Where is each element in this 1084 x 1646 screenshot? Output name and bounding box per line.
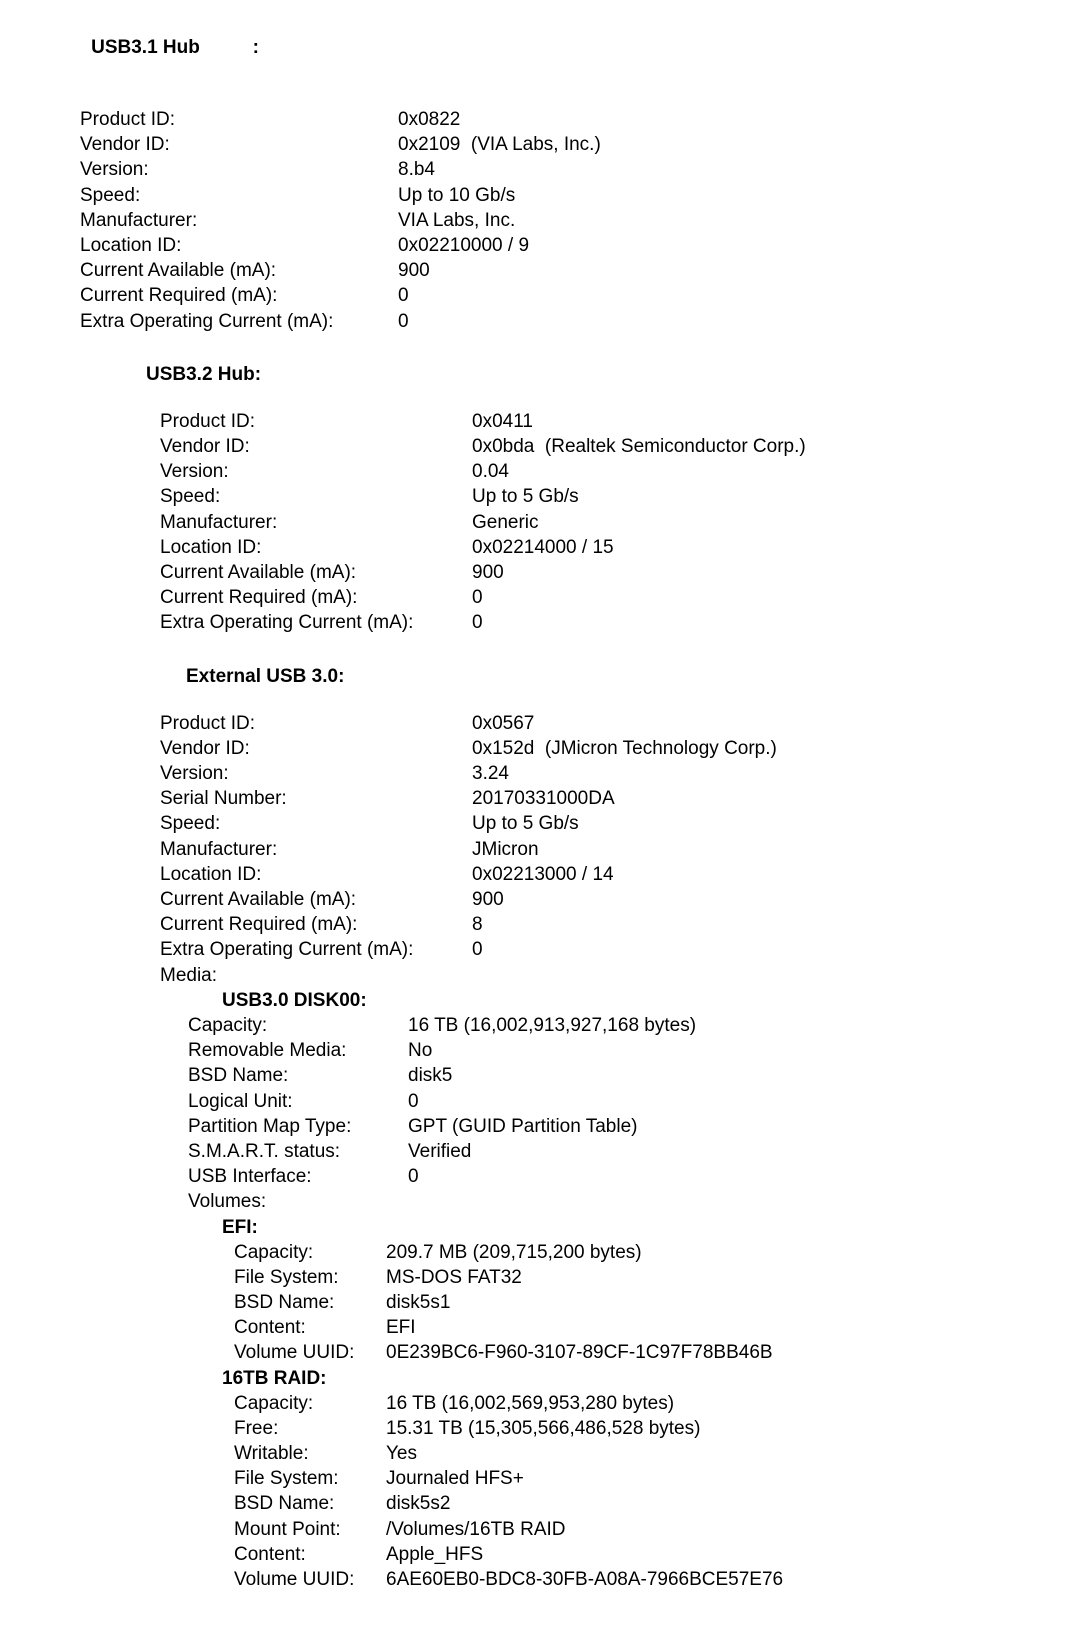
property-key: Current Available (mA): bbox=[80, 260, 277, 282]
property-value: EFI bbox=[386, 1317, 416, 1339]
property-value: 8.b4 bbox=[398, 159, 435, 181]
property-key: BSD Name: bbox=[234, 1291, 335, 1313]
property-key: Content: bbox=[234, 1317, 306, 1339]
property-value: disk5s1 bbox=[386, 1291, 451, 1313]
property-key: Speed: bbox=[160, 486, 221, 508]
property-value: Generic bbox=[472, 511, 539, 533]
property-row bbox=[160, 837, 1084, 862]
section-heading-volume-16tb-raid[interactable]: 16TB RAID: bbox=[222, 1367, 327, 1389]
property-value: disk5 bbox=[408, 1065, 453, 1087]
property-value: JMicron bbox=[472, 838, 539, 860]
property-key: Volume UUID: bbox=[234, 1568, 355, 1590]
property-row bbox=[234, 1491, 1084, 1516]
property-row bbox=[160, 912, 1084, 937]
property-key: Logical Unit: bbox=[188, 1090, 293, 1112]
property-row bbox=[160, 459, 1084, 484]
section-heading-external-usb30[interactable]: External USB 3.0: bbox=[186, 665, 345, 687]
property-value: 0x2109 (VIA Labs, Inc.) bbox=[398, 134, 601, 156]
property-key: Volume UUID: bbox=[234, 1342, 355, 1364]
property-key: Speed: bbox=[80, 184, 141, 206]
property-key: Extra Operating Current (mA): bbox=[160, 939, 414, 961]
property-value: 6AE60EB0-BDC8-30FB-A08A-7966BCE57E76 bbox=[386, 1568, 784, 1590]
property-key: Vendor ID: bbox=[160, 436, 250, 458]
property-row bbox=[160, 711, 1084, 736]
property-value: 900 bbox=[472, 562, 504, 584]
property-row bbox=[160, 484, 1084, 509]
property-row bbox=[80, 157, 1084, 182]
section-heading-volume-efi[interactable]: EFI: bbox=[222, 1216, 258, 1238]
property-row bbox=[234, 1416, 1084, 1441]
volumes-label: Volumes: bbox=[188, 1191, 267, 1213]
property-value: 0E239BC6-F960-3107-89CF-1C97F78BB46B bbox=[386, 1342, 773, 1364]
property-key: Current Available (mA): bbox=[160, 889, 357, 911]
property-key: Extra Operating Current (mA): bbox=[80, 310, 334, 332]
property-row bbox=[234, 1542, 1084, 1567]
property-key: Product ID: bbox=[80, 109, 176, 130]
property-row bbox=[80, 283, 1084, 308]
property-key: Product ID: bbox=[160, 712, 256, 734]
property-key: Manufacturer: bbox=[160, 838, 278, 860]
spacer bbox=[0, 689, 1084, 711]
property-value: 0x152d (JMicron Technology Corp.) bbox=[472, 737, 777, 759]
property-value: 16 TB (16,002,569,953,280 bytes) bbox=[386, 1392, 675, 1414]
property-value: 0 bbox=[398, 285, 409, 307]
property-row bbox=[80, 208, 1084, 233]
property-row bbox=[234, 1240, 1084, 1265]
property-key: Current Required (mA): bbox=[160, 587, 358, 609]
property-key: BSD Name: bbox=[234, 1493, 335, 1515]
property-row bbox=[188, 1038, 1084, 1063]
property-value: 0 bbox=[408, 1090, 419, 1112]
usb31-hub-properties bbox=[80, 107, 1084, 334]
property-value: 0x0822 bbox=[398, 109, 461, 130]
property-value: VIA Labs, Inc. bbox=[398, 209, 516, 231]
property-key: Content: bbox=[234, 1543, 306, 1565]
property-row bbox=[234, 1290, 1084, 1315]
property-key: Manufacturer: bbox=[80, 209, 198, 231]
property-key: BSD Name: bbox=[188, 1065, 289, 1087]
property-row bbox=[160, 560, 1084, 585]
property-value: 0 bbox=[398, 310, 409, 332]
property-value: 0 bbox=[472, 587, 483, 609]
property-key: Capacity: bbox=[234, 1392, 314, 1414]
property-key: S.M.A.R.T. status: bbox=[188, 1140, 341, 1162]
property-value: 900 bbox=[472, 889, 504, 911]
property-row bbox=[234, 1391, 1084, 1416]
property-key: Vendor ID: bbox=[80, 134, 170, 156]
property-row bbox=[160, 510, 1084, 535]
property-value: 8 bbox=[472, 914, 483, 936]
property-row bbox=[80, 132, 1084, 157]
property-row bbox=[160, 862, 1084, 887]
usb30-disk00-properties bbox=[188, 1013, 1084, 1215]
volume-16tb-raid-properties bbox=[234, 1391, 1084, 1593]
spacer bbox=[0, 85, 1084, 107]
property-value: 3.24 bbox=[472, 763, 509, 785]
property-key: Mount Point: bbox=[234, 1518, 341, 1540]
property-row bbox=[234, 1265, 1084, 1290]
property-value: 0 bbox=[472, 612, 483, 634]
property-value: 0x02214000 / 15 bbox=[472, 536, 614, 558]
property-row bbox=[188, 1114, 1084, 1139]
property-row bbox=[234, 1466, 1084, 1491]
property-value: Yes bbox=[386, 1442, 417, 1464]
property-key: File System: bbox=[234, 1468, 339, 1490]
property-key: File System: bbox=[234, 1266, 339, 1288]
spacer bbox=[0, 636, 1084, 664]
property-row bbox=[188, 1089, 1084, 1114]
property-row bbox=[80, 233, 1084, 258]
property-row bbox=[160, 434, 1084, 459]
section-heading-usb32-hub[interactable]: USB3.2 Hub: bbox=[146, 363, 262, 385]
property-row bbox=[160, 786, 1084, 811]
property-value: 0x0567 bbox=[472, 712, 535, 734]
volumes-label-row bbox=[188, 1189, 1084, 1214]
property-row bbox=[160, 736, 1084, 761]
property-row bbox=[234, 1340, 1084, 1365]
property-row bbox=[80, 107, 1084, 132]
property-row bbox=[80, 183, 1084, 208]
property-key: Speed: bbox=[160, 813, 221, 835]
property-key: Product ID: bbox=[160, 410, 256, 432]
property-value: Journaled HFS+ bbox=[386, 1468, 524, 1490]
property-row bbox=[160, 585, 1084, 610]
property-value: 0 bbox=[472, 939, 483, 961]
property-row bbox=[80, 309, 1084, 334]
property-key: Extra Operating Current (mA): bbox=[160, 612, 414, 634]
property-row bbox=[80, 258, 1084, 283]
section-heading-usb31-hub-label: USB3.1 Hub bbox=[91, 37, 200, 58]
property-value: Up to 5 Gb/s bbox=[472, 813, 579, 835]
property-row bbox=[160, 761, 1084, 786]
property-key: Current Required (mA): bbox=[160, 914, 358, 936]
property-row bbox=[160, 887, 1084, 912]
property-value: disk5s2 bbox=[386, 1493, 451, 1515]
section-heading-usb31-hub[interactable] bbox=[70, 10, 1084, 85]
property-row bbox=[160, 409, 1084, 434]
property-value: 20170331000DA bbox=[472, 788, 615, 810]
property-value: /Volumes/16TB RAID bbox=[386, 1518, 566, 1540]
property-value: No bbox=[408, 1040, 433, 1062]
property-row bbox=[234, 1517, 1084, 1542]
property-key: USB Interface: bbox=[188, 1166, 312, 1188]
property-value: 900 bbox=[398, 260, 430, 282]
media-label-row bbox=[160, 963, 1084, 988]
property-value: GPT (GUID Partition Table) bbox=[408, 1115, 638, 1137]
property-key: Capacity: bbox=[234, 1241, 314, 1263]
property-value: Verified bbox=[408, 1140, 472, 1162]
property-value: 0 bbox=[408, 1166, 419, 1188]
property-row bbox=[234, 1441, 1084, 1466]
property-value: 16 TB (16,002,913,927,168 bytes) bbox=[408, 1014, 697, 1036]
property-key: Version: bbox=[160, 763, 229, 785]
property-row bbox=[160, 811, 1084, 836]
property-row bbox=[160, 937, 1084, 962]
property-value: 0x02210000 / 9 bbox=[398, 235, 530, 257]
external-usb30-properties bbox=[160, 711, 1084, 988]
usb32-hub-properties bbox=[160, 409, 1084, 636]
property-row bbox=[188, 1139, 1084, 1164]
property-row bbox=[188, 1013, 1084, 1038]
property-key: Serial Number: bbox=[160, 788, 287, 810]
property-key: Location ID: bbox=[160, 863, 262, 885]
property-value: Apple_HFS bbox=[386, 1543, 484, 1565]
property-value: 0x0bda (Realtek Semiconductor Corp.) bbox=[472, 436, 806, 458]
property-key: Location ID: bbox=[160, 536, 262, 558]
spacer bbox=[0, 334, 1084, 362]
property-key: Location ID: bbox=[80, 235, 182, 257]
spacer bbox=[0, 387, 1084, 409]
property-row bbox=[234, 1315, 1084, 1340]
media-label: Media: bbox=[160, 964, 218, 986]
property-value: 0x0411 bbox=[472, 410, 533, 432]
property-value: 0.04 bbox=[472, 461, 509, 483]
property-key: Partition Map Type: bbox=[188, 1115, 352, 1137]
property-row bbox=[188, 1063, 1084, 1088]
section-heading-usb31-hub-suffix: : bbox=[252, 37, 259, 58]
property-key: Writable: bbox=[234, 1442, 309, 1464]
property-key: Vendor ID: bbox=[160, 737, 250, 759]
property-value: Up to 5 Gb/s bbox=[472, 486, 579, 508]
volume-efi-properties bbox=[234, 1240, 1084, 1366]
property-row bbox=[160, 535, 1084, 560]
property-value: 0x02213000 / 14 bbox=[472, 863, 614, 885]
property-key: Manufacturer: bbox=[160, 511, 278, 533]
property-row bbox=[234, 1567, 1084, 1592]
property-row bbox=[188, 1164, 1084, 1189]
section-heading-usb31-hub-colon bbox=[200, 37, 253, 58]
property-value: 15.31 TB (15,305,566,486,528 bytes) bbox=[386, 1417, 701, 1439]
property-key: Current Available (mA): bbox=[160, 562, 357, 584]
property-key: Current Required (mA): bbox=[80, 285, 278, 307]
section-heading-usb30-disk00[interactable]: USB3.0 DISK00: bbox=[222, 989, 367, 1011]
property-value: MS-DOS FAT32 bbox=[386, 1266, 522, 1288]
property-key: Capacity: bbox=[188, 1014, 268, 1036]
property-value: 209.7 MB (209,715,200 bytes) bbox=[386, 1241, 642, 1263]
property-key: Free: bbox=[234, 1417, 279, 1439]
property-row bbox=[160, 610, 1084, 635]
property-key: Version: bbox=[160, 461, 229, 483]
property-key: Version: bbox=[80, 159, 149, 181]
property-value: Up to 10 Gb/s bbox=[398, 184, 516, 206]
property-key: Removable Media: bbox=[188, 1040, 347, 1062]
